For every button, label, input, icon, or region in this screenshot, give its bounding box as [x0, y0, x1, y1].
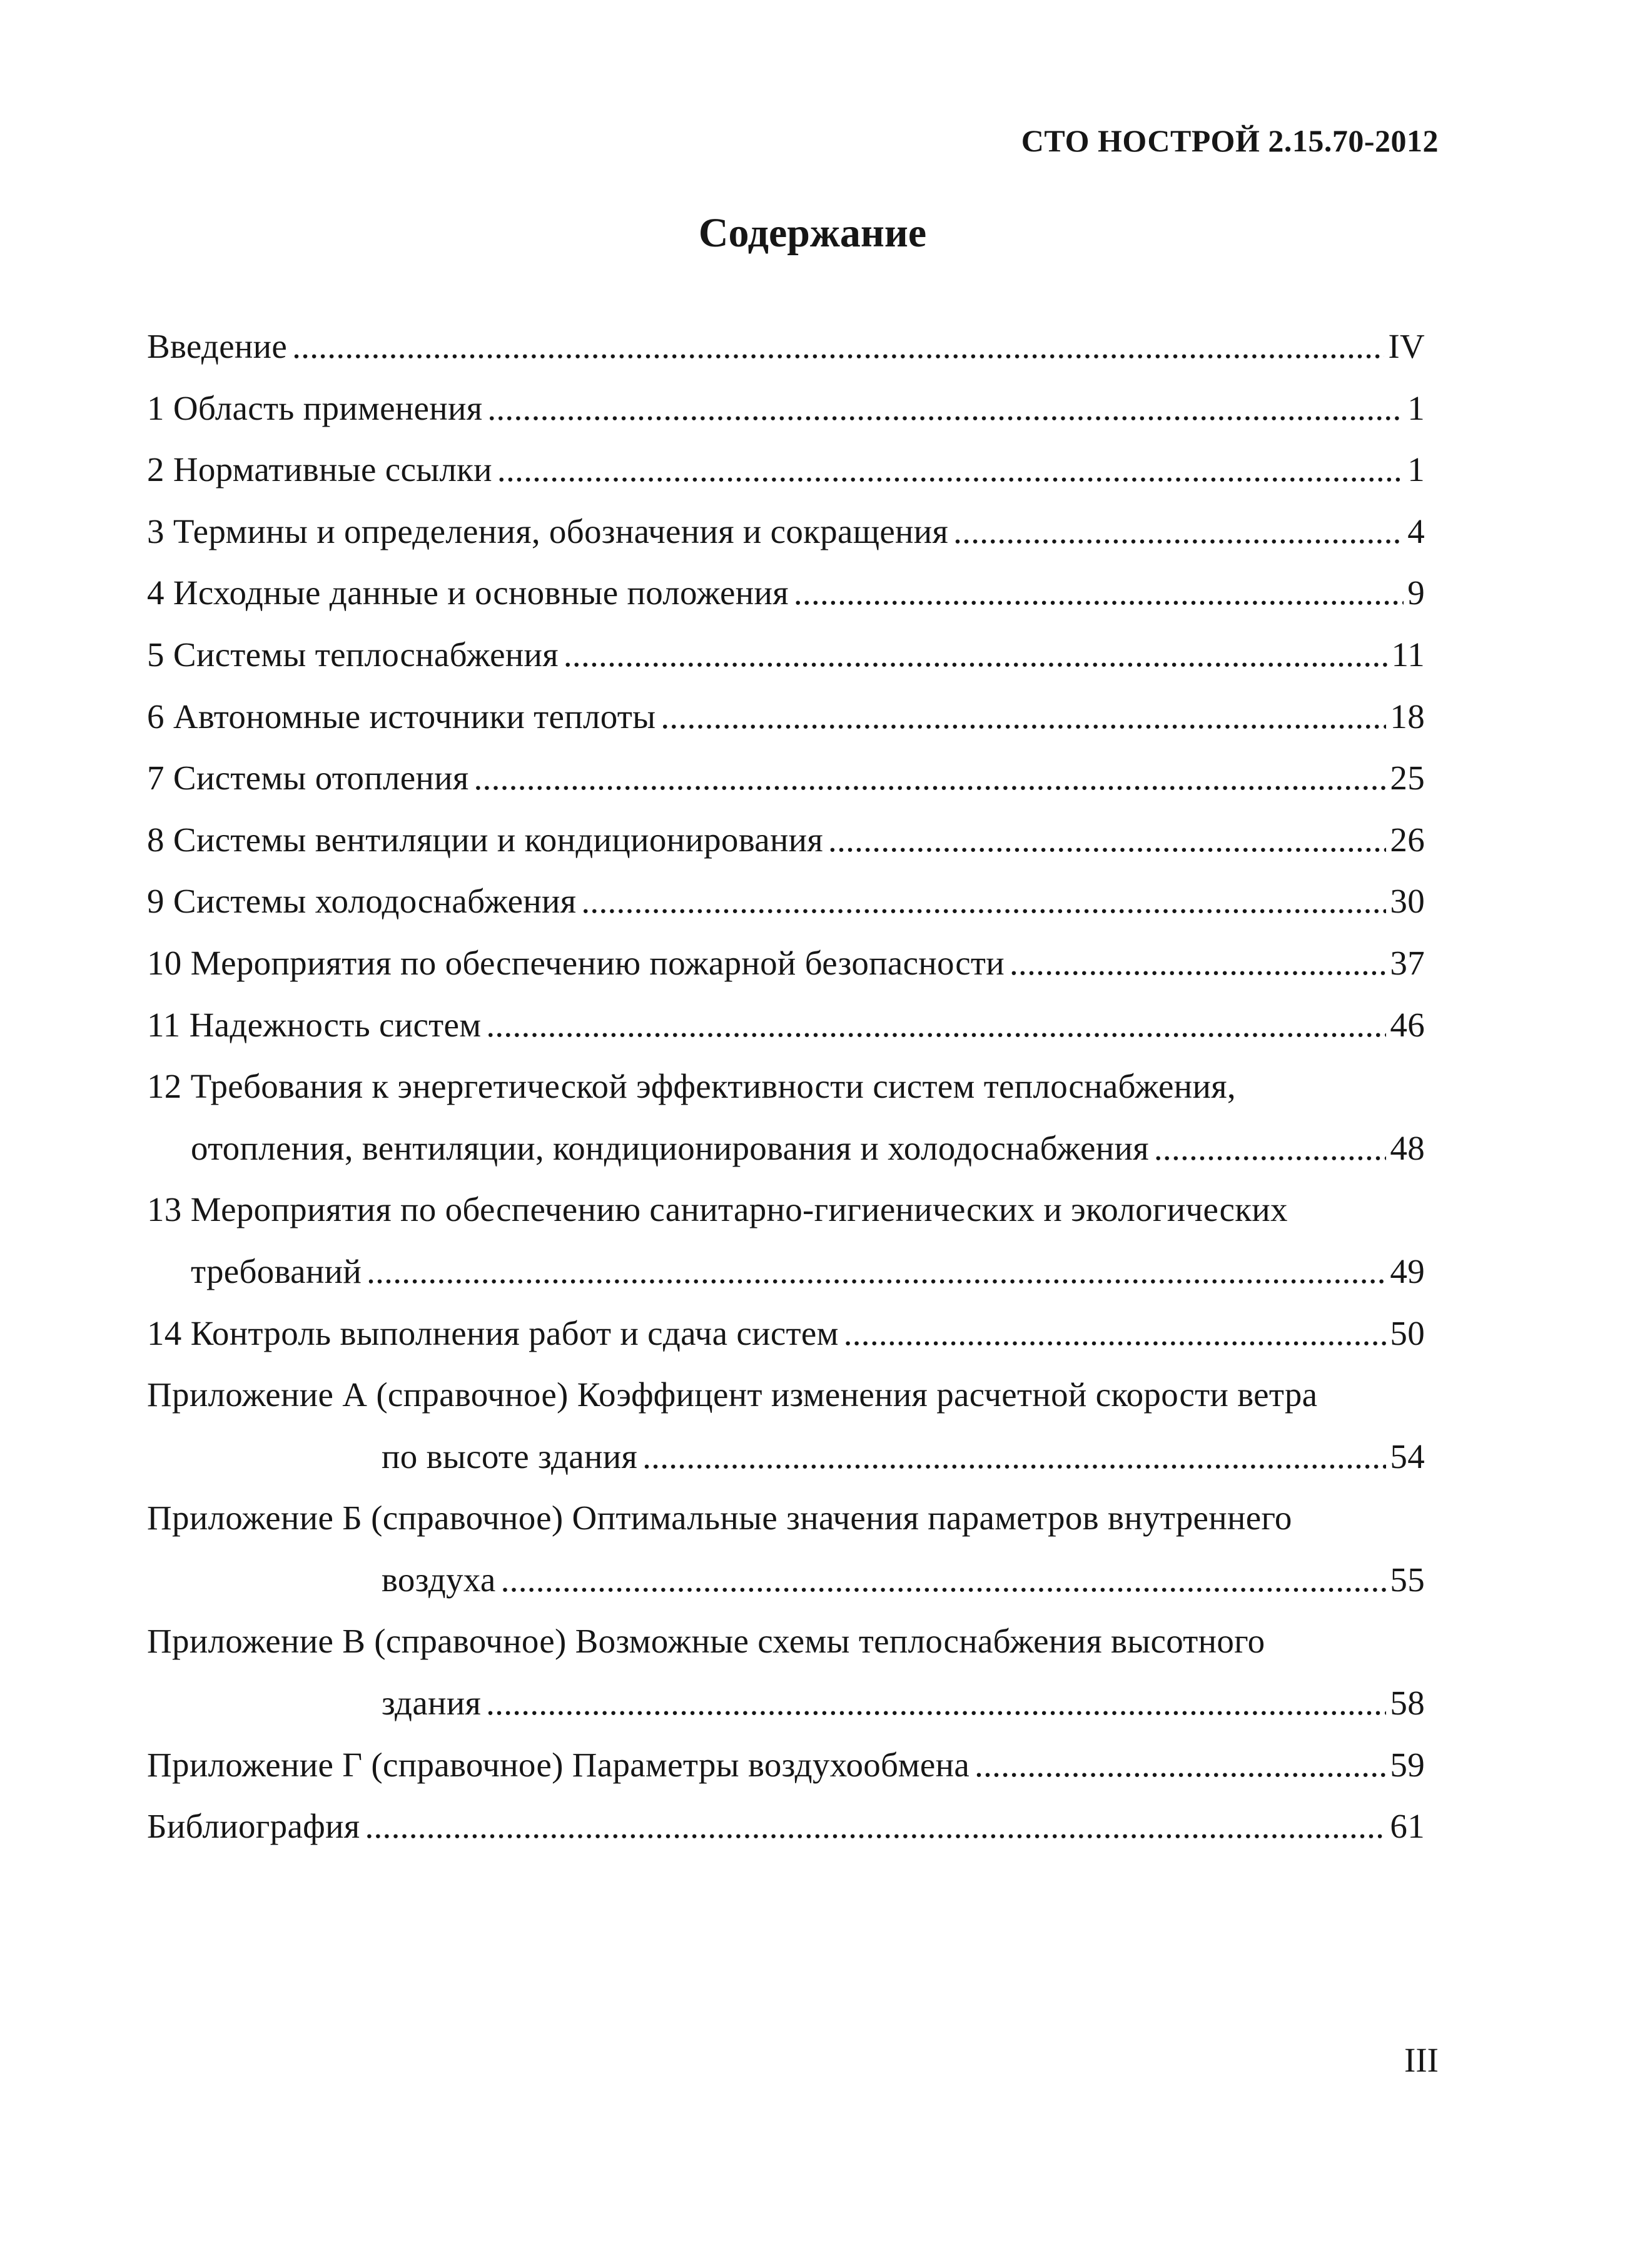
- toc-page-number: 11: [1391, 635, 1425, 674]
- toc-page-number: 1: [1407, 450, 1425, 489]
- dot-leader: [501, 1560, 1387, 1599]
- toc-entry-appendix-b-line-1[interactable]: Приложение Б (справочное) Оптимальные значения параметров внутреннего: [147, 1499, 1292, 1537]
- toc-page-number: 37: [1390, 943, 1425, 982]
- toc-page-number: 58: [1390, 1684, 1425, 1723]
- toc-entry-6[interactable]: 6 Автономные источники теплоты ..... 18: [147, 697, 1425, 759]
- page-number: III: [1404, 2041, 1439, 2079]
- dot-leader: [365, 1806, 1386, 1846]
- toc-entry-10[interactable]: 10 Мероприятия по обеспечению пожарной безопасности ..... 37: [147, 943, 1425, 1005]
- toc-page-number: 46: [1390, 1005, 1425, 1044]
- dot-leader: [794, 573, 1404, 612]
- toc-entry-11[interactable]: 11 Надежность систем ..... 46: [147, 1005, 1425, 1067]
- toc-page-number: 9: [1407, 574, 1425, 612]
- toc-entry-appendix-v-line-2[interactable]: здания ..... 58: [147, 1683, 1425, 1745]
- toc-page-number: 30: [1390, 882, 1425, 921]
- toc-page-number: 26: [1390, 820, 1425, 859]
- dot-leader: [581, 881, 1386, 921]
- toc-entry-8[interactable]: 8 Системы вентиляции и кондиционирования ..... 26: [147, 820, 1425, 882]
- dot-leader: [1010, 943, 1386, 983]
- toc-entry-appendix-a-line-2[interactable]: по высоте здания ..... 54: [147, 1437, 1425, 1499]
- dot-leader: [367, 1252, 1386, 1291]
- dot-leader: [844, 1314, 1387, 1353]
- dot-leader: [642, 1437, 1386, 1476]
- toc-entry-12-line-1[interactable]: 12 Требования к энергетической эффективности систем теплоснабжения,: [147, 1067, 1236, 1106]
- toc-entry-appendix-v-line-1[interactable]: Приложение В (справочное) Возможные схемы теплоснабжения высотного: [147, 1622, 1265, 1661]
- toc-entry-9[interactable]: 9 Системы холодоснабжения ..... 30: [147, 881, 1425, 943]
- dot-leader: [497, 450, 1404, 489]
- toc-entry-bibliography[interactable]: Библиография ..... 61: [147, 1806, 1425, 1868]
- dot-leader: [292, 327, 1384, 366]
- dot-leader: [486, 1005, 1386, 1045]
- dot-leader: [564, 635, 1388, 674]
- toc-entry-3[interactable]: 3 Термины и определения, обозначения и сокращения ..... 4: [147, 512, 1425, 574]
- toc-page-number: 4: [1407, 512, 1425, 550]
- toc-entry-introduction[interactable]: Введение ..... IV: [147, 327, 1425, 388]
- toc-page-number: 49: [1390, 1252, 1425, 1290]
- toc-page-number: 54: [1390, 1437, 1425, 1476]
- document-code: СТО НОСТРОЙ 2.15.70-2012: [1021, 123, 1439, 158]
- toc-entry-13-line-2[interactable]: требований ..... 49: [147, 1252, 1425, 1314]
- toc-page-number: 1: [1407, 388, 1425, 427]
- dot-leader: [486, 1683, 1386, 1723]
- toc-entry-5[interactable]: 5 Системы теплоснабжения ..... 11: [147, 635, 1425, 697]
- dot-leader: [1154, 1128, 1387, 1168]
- toc-page-number: 25: [1390, 759, 1425, 797]
- toc-page-number: IV: [1388, 327, 1425, 365]
- toc-entry-2[interactable]: 2 Нормативные ссылки ..... 1: [147, 450, 1425, 512]
- toc-page-number: 50: [1390, 1314, 1425, 1352]
- toc-entry-12-line-2[interactable]: отопления, вентиляции, кондиционирования и холодоснабжения ..... 48: [147, 1128, 1425, 1190]
- toc-entry-7[interactable]: 7 Системы отопления ..... 25: [147, 758, 1425, 820]
- toc-page-number: 18: [1390, 697, 1425, 736]
- toc-entry-13-line-1[interactable]: 13 Мероприятия по обеспечению санитарно-гигиенических и экологических: [147, 1190, 1288, 1229]
- toc-entry-appendix-a-line-1[interactable]: Приложение А (справочное) Коэффицент изменения расчетной скорости ветра: [147, 1375, 1318, 1414]
- toc-entry-14[interactable]: 14 Контроль выполнения работ и сдача систем ..... 50: [147, 1314, 1425, 1375]
- toc-entry-1[interactable]: 1 Область применения ..... 1: [147, 388, 1425, 450]
- dot-leader: [953, 512, 1404, 551]
- toc-title: Содержание: [698, 210, 927, 256]
- toc-entry-appendix-b-line-2[interactable]: воздуха ..... 55: [147, 1560, 1425, 1622]
- toc-entry-appendix-g[interactable]: Приложение Г (справочное) Параметры воздухообмена ..... 59: [147, 1745, 1425, 1807]
- dot-leader: [661, 697, 1386, 736]
- toc-page-number: 61: [1390, 1807, 1425, 1846]
- toc-entry-4[interactable]: 4 Исходные данные и основные положения ..... 9: [147, 573, 1425, 635]
- dot-leader: [974, 1745, 1386, 1785]
- toc-page-number: 55: [1390, 1560, 1425, 1599]
- table-of-contents: [147, 327, 1425, 1868]
- dot-leader: [828, 820, 1386, 859]
- toc-page-number: 48: [1390, 1128, 1425, 1167]
- dot-leader: [487, 388, 1404, 428]
- toc-page-number: 59: [1390, 1745, 1425, 1784]
- dot-leader: [473, 758, 1386, 797]
